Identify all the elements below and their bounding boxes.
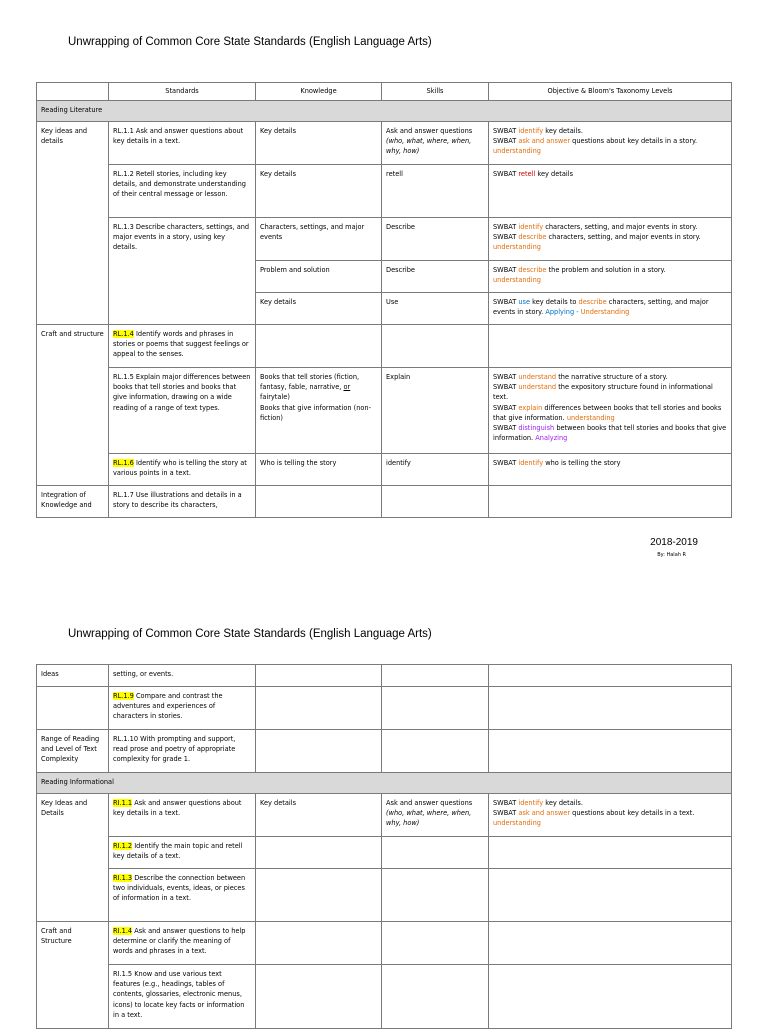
table-row <box>37 486 732 518</box>
knowledge-cell: Key details <box>256 794 382 837</box>
table-row <box>37 794 732 837</box>
skills-cell <box>382 794 489 837</box>
category-cell: Integration of Knowledge and <box>37 486 109 518</box>
objective-text: key details to <box>530 298 579 306</box>
skills-cell <box>382 869 489 922</box>
standard-cell: RL.1.1 Ask and answer questions about key details in a text. <box>109 122 256 165</box>
bloom-verb: ask and answer <box>518 809 571 818</box>
knowledge-cell: Problem and solution <box>256 261 382 293</box>
table-row <box>37 922 732 965</box>
standard-text: Ask and answer questions about key details in a text. <box>113 799 242 818</box>
knowledge-cell <box>256 869 382 922</box>
bloom-verb: distinguish <box>518 424 555 433</box>
table-row <box>37 869 732 922</box>
objective-cell <box>489 486 732 518</box>
section-reading-informational: Reading Informational <box>37 773 732 794</box>
objective-text: between books that tell stories and books that give information. <box>493 424 727 443</box>
knowledge-text: Books that tell stories (fiction, fantasy, fable, narrative, <box>260 373 360 392</box>
knowledge-cell <box>256 687 382 730</box>
bloom-level: understanding <box>493 243 541 252</box>
category-cell: Craft and structure <box>37 325 109 486</box>
objective-cell <box>489 165 732 218</box>
bloom-level: understanding <box>493 819 541 828</box>
bloom-level: Understanding <box>580 308 630 317</box>
standard-text: Identify who is telling the story at various points in a text. <box>113 459 247 478</box>
skills-cell <box>382 730 489 773</box>
skills-cell: identify <box>382 454 489 486</box>
table-row <box>37 965 732 1029</box>
table-row <box>37 218 732 261</box>
table-row <box>37 325 732 368</box>
objective-cell <box>489 218 732 261</box>
skills-cell: Use <box>382 293 489 325</box>
header-blank <box>37 83 109 101</box>
objective-text: SWBAT <box>493 383 519 392</box>
skills-cell <box>382 922 489 965</box>
table-row <box>37 454 732 486</box>
skills-cell <box>382 687 489 730</box>
objective-text: SWBAT <box>493 298 519 306</box>
objective-text: SWBAT <box>493 223 519 231</box>
skill-text: Ask and answer questions <box>386 799 473 807</box>
standard-cell <box>109 837 256 869</box>
objective-text: SWBAT <box>493 137 519 146</box>
bloom-level: understanding <box>566 413 615 422</box>
objective-text: questions about key details in a story. <box>570 137 698 146</box>
standard-cell <box>109 869 256 922</box>
standard-text: Ask and answer questions to help determine or clarify the meaning of words and phrases in a text. <box>113 927 246 956</box>
objective-cell <box>489 325 732 368</box>
bloom-verb: identify <box>518 799 544 807</box>
objective-cell <box>489 730 732 773</box>
objective-text: SWBAT <box>493 127 519 135</box>
knowledge-cell: Characters, settings, and major events <box>256 218 382 261</box>
bloom-verb: describe <box>518 233 547 242</box>
category-cell <box>37 687 109 730</box>
objective-text: SWBAT <box>493 809 519 818</box>
objective-text: the narrative structure of a story. <box>556 373 668 381</box>
skills-cell: retell <box>382 165 489 218</box>
header-skills: Skills <box>382 83 489 101</box>
standard-cell <box>109 922 256 965</box>
knowledge-text: fairytale) <box>260 393 290 402</box>
category-cell: Range of Reading and Level of Text Complexity <box>37 730 109 773</box>
objective-text: the problem and solution in a story. <box>546 266 666 274</box>
category-cell: Key Ideas and Details <box>37 794 109 922</box>
standard-cell: RI.1.5 Know and use various text features (e.g., headings, tables of contents, glossaries, electronic menus, icons) to locate key facts or information in a text. <box>109 965 256 1029</box>
bloom-verb: use <box>518 298 531 306</box>
objective-text: SWBAT <box>493 403 519 412</box>
objective-text: characters, setting, and major events in story. <box>546 233 701 242</box>
bloom-verb: identify <box>518 127 544 135</box>
objective-text: the expository structure found in informational text. <box>493 383 713 402</box>
bloom-level: understanding <box>493 147 541 156</box>
standard-text: Describe the connection between two individuals, events, ideas, or pieces of information in a text. <box>113 874 246 903</box>
knowledge-cell <box>256 965 382 1029</box>
standard-code: RI.1.1 <box>113 799 133 807</box>
bloom-verb: explain <box>518 403 543 412</box>
knowledge-cell: Key details <box>256 122 382 165</box>
standard-cell <box>109 325 256 368</box>
objective-cell <box>489 965 732 1029</box>
objective-text: questions about key details in a text. <box>570 809 695 818</box>
bloom-verb: identify <box>518 459 544 467</box>
objective-cell <box>489 261 732 293</box>
standard-text: Identify the main topic and retell key details of a text. <box>113 842 243 861</box>
header-knowledge: Knowledge <box>256 83 382 101</box>
bloom-verb: ask and answer <box>518 137 571 146</box>
bloom-verb: understand <box>518 383 557 392</box>
skills-cell <box>382 965 489 1029</box>
skills-cell: Describe <box>382 261 489 293</box>
table-row <box>37 165 732 218</box>
bloom-verb: understand <box>518 373 557 381</box>
objective-text: SWBAT <box>493 424 519 433</box>
footer-year: 2018-2019 <box>650 537 698 548</box>
standard-cell: RL.1.5 Explain major differences between books that tell stories and books that give information, drawing on a wide reading of a range of text types. <box>109 368 256 454</box>
skills-cell <box>382 325 489 368</box>
bloom-verb: describe <box>518 266 547 274</box>
standard-cell <box>109 454 256 486</box>
knowledge-cell: Key details <box>256 293 382 325</box>
standards-table <box>36 664 732 1029</box>
objective-text: key details. <box>543 127 583 135</box>
knowledge-cell <box>256 325 382 368</box>
knowledge-text: Books that give information (non-fiction) <box>260 403 371 422</box>
objective-cell <box>489 794 732 837</box>
table-row <box>37 837 732 869</box>
standard-cell: RL.1.2 Retell stories, including key details, and demonstrate understanding of their central message or lesson. <box>109 165 256 218</box>
knowledge-cell <box>256 368 382 454</box>
section-row <box>37 773 732 794</box>
footer-author: By: Halah R <box>657 552 686 558</box>
skills-cell <box>382 486 489 518</box>
objective-cell <box>489 687 732 730</box>
objective-text: SWBAT <box>493 799 519 807</box>
knowledge-cell: Key details <box>256 165 382 218</box>
standard-cell <box>109 794 256 837</box>
standard-cell: setting, or events. <box>109 665 256 687</box>
bloom-level: Analyzing <box>535 434 568 443</box>
category-cell: Craft and Structure <box>37 922 109 1029</box>
objective-cell <box>489 122 732 165</box>
standard-cell <box>109 687 256 730</box>
page-title: Unwrapping of Common Core State Standards (English Language Arts) <box>68 628 432 640</box>
standard-code: RI.1.2 <box>113 842 133 850</box>
objective-text: key details. <box>543 799 583 807</box>
objective-text: SWBAT <box>493 459 519 467</box>
objective-text: key details <box>535 170 573 178</box>
table-row <box>37 665 732 687</box>
standard-code: RI.1.3 <box>113 874 133 882</box>
objective-text: SWBAT <box>493 266 519 274</box>
standard-code: RI.1.4 <box>113 927 133 935</box>
table-row <box>37 368 732 454</box>
category-cell: Key ideas and details <box>37 122 109 325</box>
table-row <box>37 687 732 730</box>
knowledge-cell <box>256 730 382 773</box>
objective-cell <box>489 293 732 325</box>
objective-cell <box>489 665 732 687</box>
skill-detail: (who, what, where, when, why, how) <box>386 137 472 156</box>
standard-code: RL.1.9 <box>113 692 134 700</box>
objective-text: SWBAT <box>493 373 519 381</box>
knowledge-cell <box>256 486 382 518</box>
knowledge-cell <box>256 665 382 687</box>
table-row <box>37 730 732 773</box>
objective-cell <box>489 837 732 869</box>
bloom-verb: retell <box>518 170 536 178</box>
knowledge-cell <box>256 922 382 965</box>
table-row <box>37 122 732 165</box>
objective-cell <box>489 368 732 454</box>
bloom-level: Applying <box>545 308 575 317</box>
objective-text: SWBAT <box>493 233 519 242</box>
objective-text: who is telling the story <box>543 459 621 467</box>
objective-cell <box>489 869 732 922</box>
standard-cell: RL.1.7 Use illustrations and details in a story to describe its characters, <box>109 486 256 518</box>
skills-cell <box>382 122 489 165</box>
section-reading-literature: Reading Literature <box>37 101 732 122</box>
skill-text: Ask and answer questions <box>386 127 473 135</box>
knowledge-cell <box>256 837 382 869</box>
standard-cell: RL.1.10 With prompting and support, read prose and poetry of appropriate complexity for grade 1. <box>109 730 256 773</box>
objective-cell <box>489 922 732 965</box>
knowledge-text-or: or <box>343 383 351 392</box>
page-title: Unwrapping of Common Core State Standards (English Language Arts) <box>68 36 432 48</box>
standard-code: RL.1.4 <box>113 330 134 338</box>
standard-text: Compare and contrast the adventures and experiences of characters in stories. <box>113 692 223 721</box>
standards-table <box>36 82 732 518</box>
skills-cell <box>382 665 489 687</box>
skills-cell <box>382 837 489 869</box>
bloom-verb: describe <box>578 298 607 306</box>
standard-code: RL.1.6 <box>113 459 134 467</box>
bloom-level: understanding <box>493 276 541 285</box>
bloom-verb: identify <box>518 223 544 231</box>
section-row <box>37 101 732 122</box>
objective-text: characters, setting, and major events in story. <box>493 298 709 317</box>
skills-cell: Describe <box>382 218 489 261</box>
objective-text: SWBAT <box>493 170 519 178</box>
skills-cell: Explain <box>382 368 489 454</box>
objective-cell <box>489 454 732 486</box>
objective-text: differences between books that tell stories and books that give information. <box>493 403 722 422</box>
header-row <box>37 83 732 101</box>
standard-text: Identify words and phrases in stories or poems that suggest feelings or appeal to the senses. <box>113 330 249 359</box>
category-cell: Ideas <box>37 665 109 687</box>
standard-cell: RL.1.3 Describe characters, settings, and major events in a story, using key details. <box>109 218 256 325</box>
knowledge-cell: Who is telling the story <box>256 454 382 486</box>
header-objective: Objective & Bloom's Taxonomy Levels <box>489 83 732 101</box>
objective-text: characters, setting, and major events in story. <box>543 223 698 231</box>
bloom-level-dash: - <box>574 308 581 317</box>
skill-detail: (who, what, where, when, why, how) <box>386 809 472 828</box>
header-standards: Standards <box>109 83 256 101</box>
